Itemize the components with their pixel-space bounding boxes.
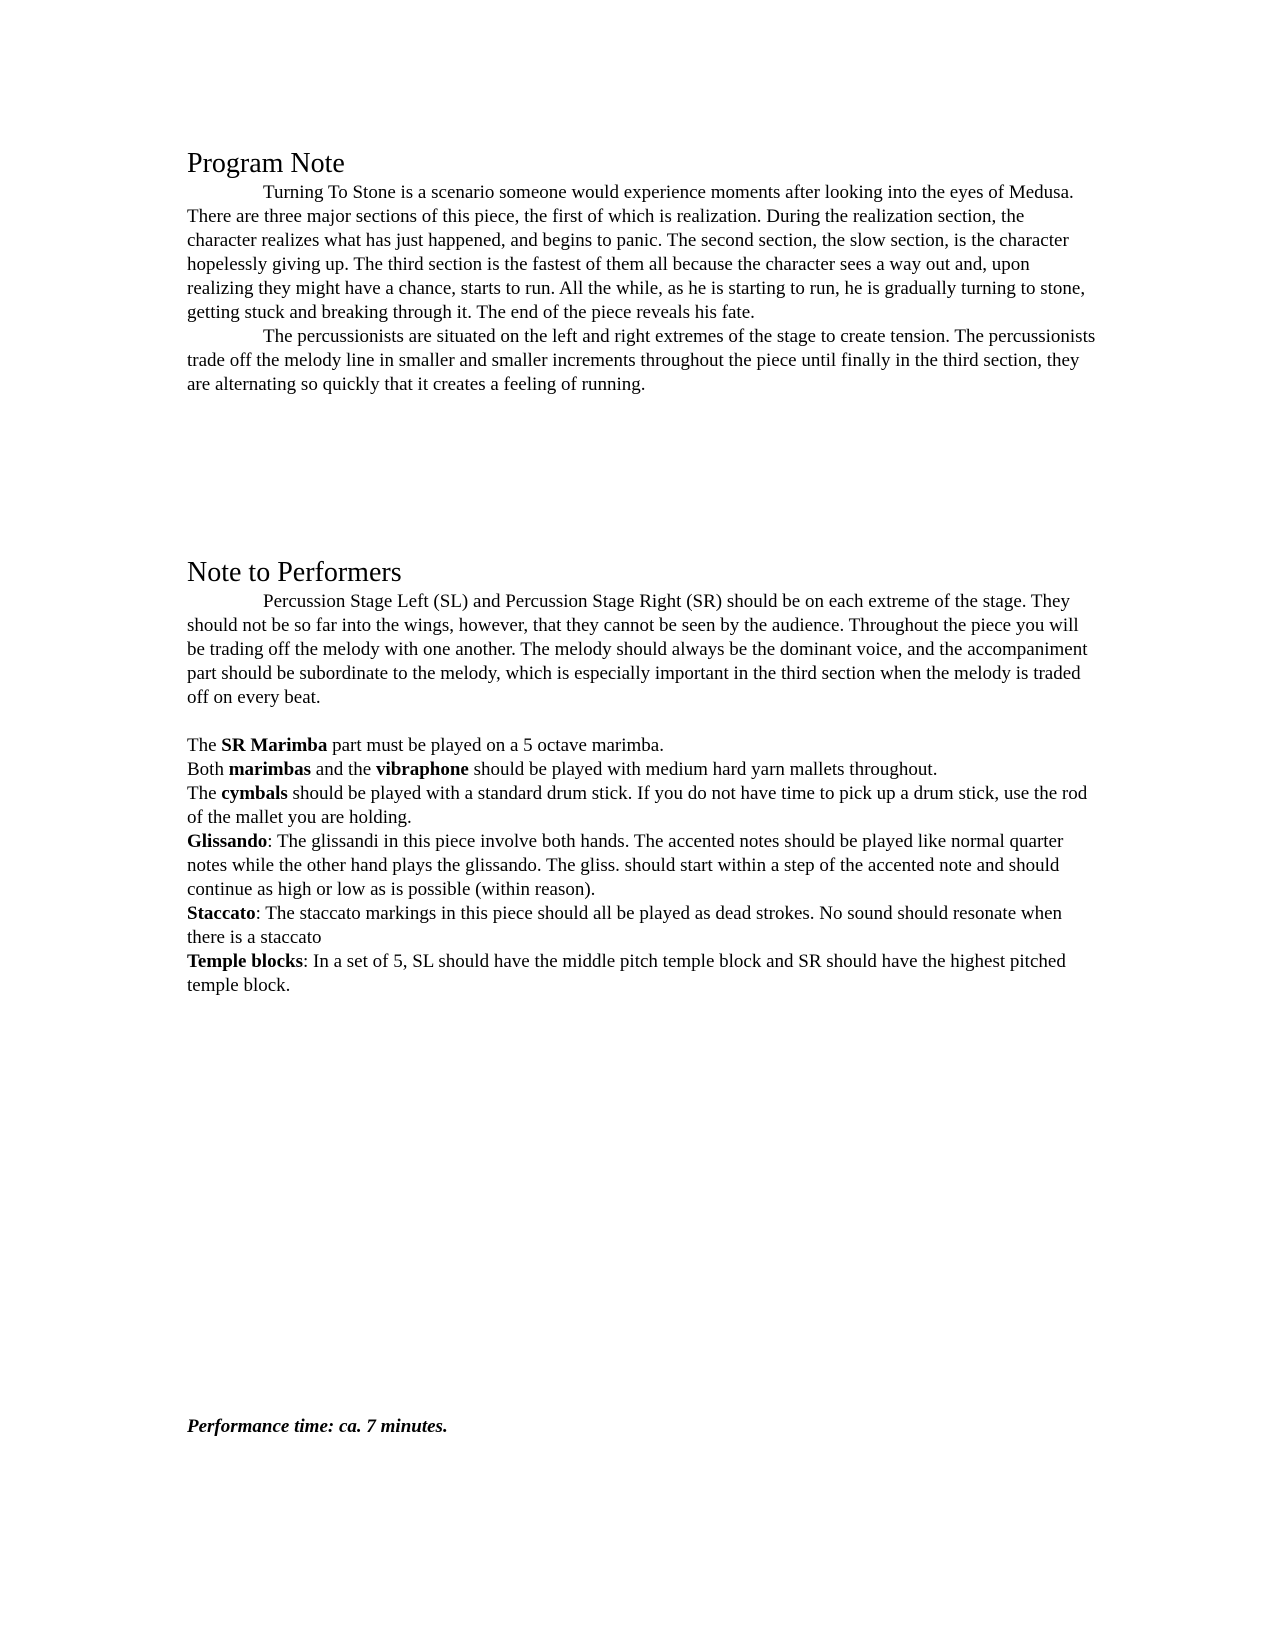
program-note-paragraph: The percussionists are situated on the left and right extremes of the stage to create tension. The percussionists trade off the melody line in smaller and smaller increments throughout the piece until finally in the third section, they are alternating so quickly that it creates a feeling of running.: [187, 326, 1096, 395]
paragraph-spacer: [187, 710, 1097, 734]
performers-intro-paragraph: Percussion Stage Left (SL) and Percussion Stage Right (SR) should be on each extreme of the stage. They should not be so far into the wings, however, that they cannot be seen by the audience. Throughout the piece you will be trading off the melody with one another. The melody should always be the dominant voice, and the accompaniment part should be subordinate to the melody, which is especially important in the third section when the melody is traded off on every beat.: [187, 591, 1088, 708]
program-note-body: [187, 181, 1097, 397]
cymbals-note: The cymbals should be played with a standard drum stick. If you do not have time to pick up a drum stick, use the rod of the mallet you are holding.: [187, 783, 1088, 828]
marimba-note: The SR Marimba part must be played on a 5 octave marimba.: [187, 735, 664, 756]
program-note-paragraph: Turning To Stone is a scenario someone would experience moments after looking into the eyes of Medusa. There are three major sections of this piece, the first of which is realization. During the realization section, the character realizes what has just happened, and begins to panic. The second section, the slow section, is the character hopelessly giving up. The third section is the fastest of them all because the character sees a way out and, upon realizing they might have a chance, starts to run. All the while, as he is starting to run, he is gradually turning to stone, getting stuck and breaking through it. The end of the piece reveals his fate.: [187, 182, 1086, 323]
program-note-title: Program Note: [187, 148, 345, 179]
performers-note-body: [187, 590, 1097, 998]
mallets-note: Both marimbas and the vibraphone should be played with medium hard yarn mallets throughout.: [187, 759, 938, 780]
temple-blocks-note: Temple blocks: In a set of 5, SL should have the middle pitch temple block and SR should have the highest pitched temple block.: [187, 951, 1066, 996]
staccato-note: Staccato: The staccato markings in this piece should all be played as dead strokes. No sound should resonate when there is a staccato: [187, 903, 1063, 948]
glissando-note: Glissando: The glissandi in this piece involve both hands. The accented notes should be played like normal quarter notes while the other hand plays the glissando. The gliss. should start within a step of the accented note and should continue as high or low as is possible (within reason).: [187, 831, 1064, 900]
performance-time: Performance time: ca. 7 minutes.: [187, 1416, 448, 1437]
performers-note-title: Note to Performers: [187, 557, 402, 588]
